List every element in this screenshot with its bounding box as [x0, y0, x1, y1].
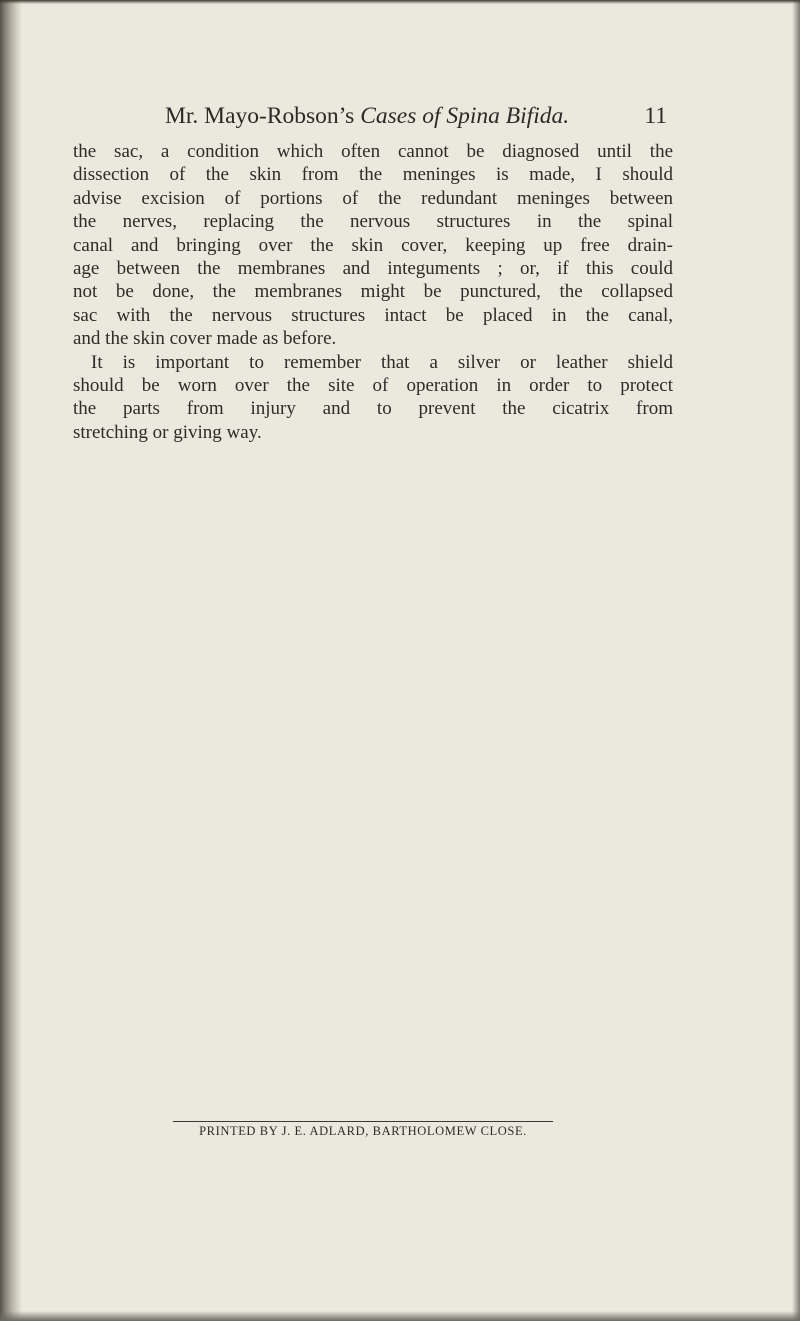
page-number: 11	[644, 103, 667, 129]
printer-imprint: PRINTED BY J. E. ADLARD, BARTHOLOMEW CLOSE.	[199, 1124, 527, 1138]
text-line: advise excision of portions of the redundant meninges between	[73, 187, 673, 209]
page-edge-top	[0, 0, 800, 4]
text-line: the parts from injury and to prevent the cicatrix from	[73, 398, 673, 420]
text-line: and the skin cover made as before.	[73, 328, 337, 350]
binding-shadow	[0, 0, 22, 1321]
running-head-author: Mr. Mayo-Robson’s	[165, 103, 361, 129]
text-line: stretching or giving way.	[73, 421, 262, 443]
page-edge-bottom	[0, 1311, 800, 1321]
text-line: the sac, a condition which often cannot be diagnosed until the	[73, 141, 673, 162]
text-line: age between the membranes and integuments ; or, if this could	[73, 257, 673, 279]
text-line: the nerves, replacing the nervous structures in the spinal	[73, 211, 673, 233]
text-line: not be done, the membranes might be punctured, the collapsed	[73, 281, 673, 303]
text-line: sac with the nervous structures intact be placed in the canal,	[73, 304, 673, 326]
running-head-italic-title: Cases of Spina Bifida.	[360, 103, 570, 129]
text-line: dissection of the skin from the meninges is made, I should	[73, 164, 673, 186]
paragraph-1	[73, 140, 673, 351]
paragraph-2	[73, 351, 673, 445]
body-text	[73, 140, 673, 444]
text-line: should be worn over the site of operation in order to protect	[73, 374, 673, 396]
running-head	[165, 103, 667, 139]
text-line: canal and bringing over the skin cover, keeping up free drain-	[73, 234, 673, 256]
text-line: It is important to remember that a silver or leather shield	[91, 351, 673, 373]
running-head-title	[165, 103, 569, 130]
imprint-rule	[173, 1121, 553, 1122]
page-edge-right	[792, 0, 800, 1321]
